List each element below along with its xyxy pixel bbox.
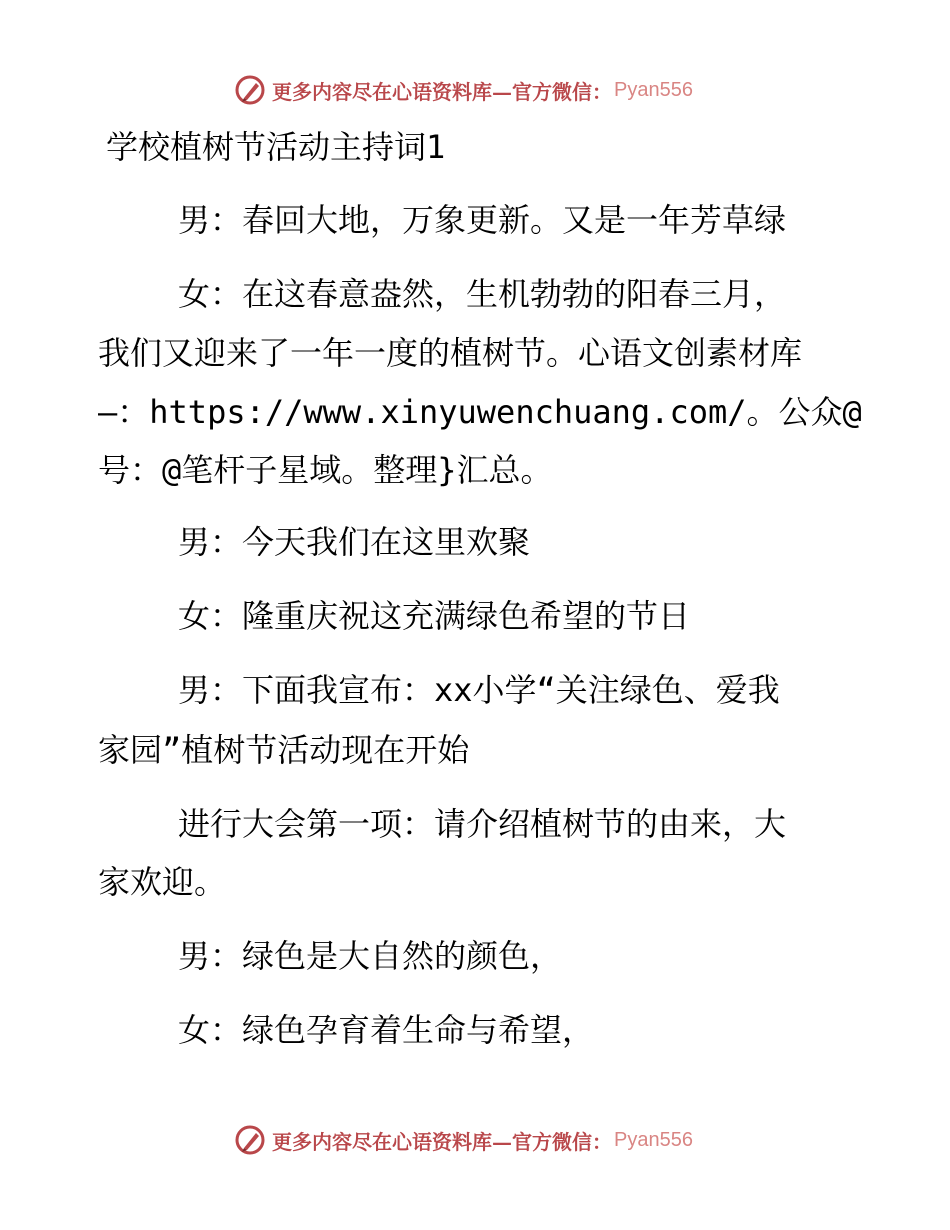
header-banner-wechat-id: Pyan556 [614,78,693,101]
footer-banner-wechat-id: Pyan556 [614,1128,693,1151]
header-banner-text: 更多内容尽在心语资料库—官方微信： [272,79,612,104]
document-line: 女：绿色孕育着生命与希望， [178,1011,595,1049]
document-line: –：https://www.xinyuwenchuang.com/。公众@ [98,393,862,431]
document-line: 男：春回大地，万象更新。又是一年芳草绿 [178,201,787,239]
document-line: 男：今天我们在这里欢聚 [178,523,531,561]
document-line: 家欢迎。 [98,863,227,901]
document-line: 我们又迎来了一年一度的植树节。心语文创素材库 [98,334,803,372]
footer-banner-text: 更多内容尽在心语资料库—官方微信： [272,1129,612,1154]
document-title: 学校植树节活动主持词1 [106,128,446,166]
footer-banner-content [234,1120,693,1160]
pen-logo-icon [234,74,266,106]
document-line: 号：@笔杆子星域。整理}汇总。 [98,451,553,489]
document-line: 女：隆重庆祝这充满绿色希望的节日 [178,597,691,635]
document-line: 男：下面我宣布：xx小学“关注绿色、爱我 [178,671,780,709]
document-line: 女：在这春意盎然，生机勃勃的阳春三月， [178,275,787,313]
document-line: 家园”植树节活动现在开始 [98,731,470,769]
document-line: 进行大会第一项：请介绍植树节的由来，大 [178,805,787,843]
pen-logo-icon [234,1124,266,1156]
header-banner-content [234,70,693,110]
header-banner [0,70,950,110]
document-line: 男：绿色是大自然的颜色， [178,937,563,975]
footer-banner [0,1120,950,1160]
